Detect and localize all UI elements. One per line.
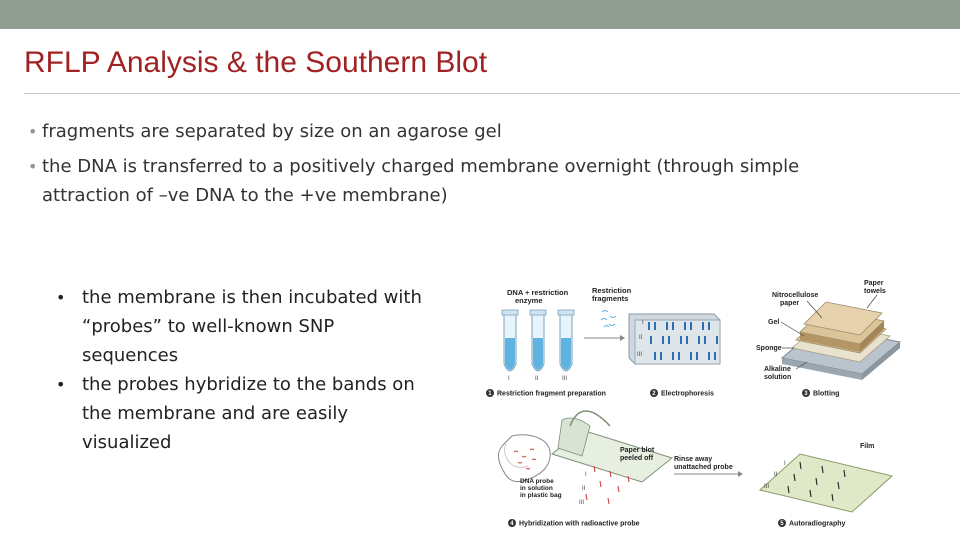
hyb-lane-label-2: II [582,486,586,492]
southern-blot-diagram [482,276,960,534]
sub-bullet-1-line2: “probes” to well-known SNP [82,316,335,337]
gel-band [672,352,674,360]
label-restriction-fragments-1: Restriction [592,286,632,295]
gel-band [672,322,674,330]
label-sponge: Sponge [756,345,782,352]
sub-bullet-2-line3: visualized [82,432,172,453]
gel-band [678,352,680,360]
label-restriction-fragments-2: fragments [592,294,629,303]
gel-lane-label-3: III [637,352,643,358]
label-dna-probe-3: in plastic bag [520,492,562,499]
gel-band [680,336,682,344]
step-4-num: 4 [510,521,514,528]
slide-title: RFLP Analysis & the Southern Blot [24,46,488,79]
sub-bullet-marker: • [56,375,66,394]
sub-bullet-1-line3: sequences [82,345,179,366]
gel-band [654,322,656,330]
tube-label-1: I [508,376,510,382]
label-nitrocellulose-2: paper [780,300,800,307]
gel-lane-label-2: II [639,335,643,341]
top-accent-bar [0,0,960,29]
label-nitrocellulose-1: Nitrocellulose [772,292,819,299]
step-3-label: Blotting [813,390,840,398]
gel-band [686,336,688,344]
gel-band [648,322,650,330]
gel-band [690,352,692,360]
label-gel: Gel [768,319,780,326]
gel-lane-label-1: I [642,320,644,326]
gel-band [666,322,668,330]
gel-band [668,336,670,344]
label-dna-enzyme-1: DNA + restriction [507,288,569,297]
sub-bullet-1 [56,283,462,370]
blotting-stack [782,302,900,380]
bullet-marker: • [28,122,38,141]
gel-band [650,336,652,344]
gel-band [704,336,706,344]
label-paper-towels-2: towels [864,288,886,295]
film [760,454,892,512]
probe-band [608,498,609,504]
gel-band [660,352,662,360]
label-dna-enzyme-2: enzyme [515,296,543,305]
step-1-num: 1 [488,391,492,398]
sub-bullet-2 [56,370,462,457]
gel-band [708,322,710,330]
test-tubes [502,310,574,371]
step-2-label: Electrophoresis [661,390,714,398]
film-lane-label-2: II [774,472,778,478]
label-dna-probe-2: in solution [520,485,553,492]
gel-band [708,352,710,360]
probe-band [600,481,601,487]
tube-2 [530,310,546,371]
hyb-lane-label-3: III [579,500,585,506]
label-alkaline-2: solution [764,374,792,381]
sub-bullet-2-line2: the membrane and are easily [82,403,349,424]
bullet-2 [28,152,800,181]
label-paper-blot-1: Paper blot [620,447,655,454]
fragment-squiggles [601,311,616,328]
step-2-num: 2 [652,391,656,398]
film-lane-label-3: III [764,484,770,490]
step-1-label: Restriction fragment preparation [497,390,606,398]
probe-band [586,494,587,500]
gel-band [654,352,656,360]
hyb-lane-label-1: I [585,472,587,478]
tube-3 [558,310,574,371]
gel-band [684,322,686,330]
bullet-1 [28,117,502,146]
probe-band [618,486,619,492]
label-paper-towels-1: Paper [864,280,884,287]
bullet-2-text-line1: the DNA is transferred to a positively charged membrane overnight (through simple [42,156,800,177]
gel-band [696,352,698,360]
gel-band [662,336,664,344]
step-5-label: Autoradiography [789,520,846,528]
sub-bullet-2-line1: the probes hybridize to the bands on [82,374,415,395]
film-lane-label-1: I [784,461,786,467]
label-rinse-1: Rinse away [674,456,713,463]
gel-band [690,322,692,330]
sub-bullet-1-line1: the membrane is then incubated with [82,287,422,308]
bullet-1-text: fragments are separated by size on an agarose gel [42,121,502,142]
step-3-num: 3 [804,391,808,398]
label-dna-probe-1: DNA probe [520,478,554,485]
tube-label-3: III [562,376,568,382]
sub-bullet-marker: • [56,288,66,307]
tube-1 [502,310,518,371]
gel-band [702,322,704,330]
gel-band [716,336,718,344]
label-film: Film [860,443,875,450]
label-alkaline-1: Alkaline [764,366,791,373]
bullet-2-text-line2: attraction of –ve DNA to the +ve membrane) [42,185,448,206]
label-rinse-2: unattached probe [674,464,733,471]
step-5-num: 5 [780,521,784,528]
gel-band [714,352,716,360]
tube-label-2: II [535,376,539,382]
gel-band [698,336,700,344]
bullet-marker: • [28,157,38,176]
plastic-bag [498,435,550,482]
step-4-label: Hybridization with radioactive probe [519,520,640,528]
label-paper-blot-2: peeled off [620,455,654,462]
bullet-2-continued [42,181,448,210]
title-divider [24,93,960,94]
